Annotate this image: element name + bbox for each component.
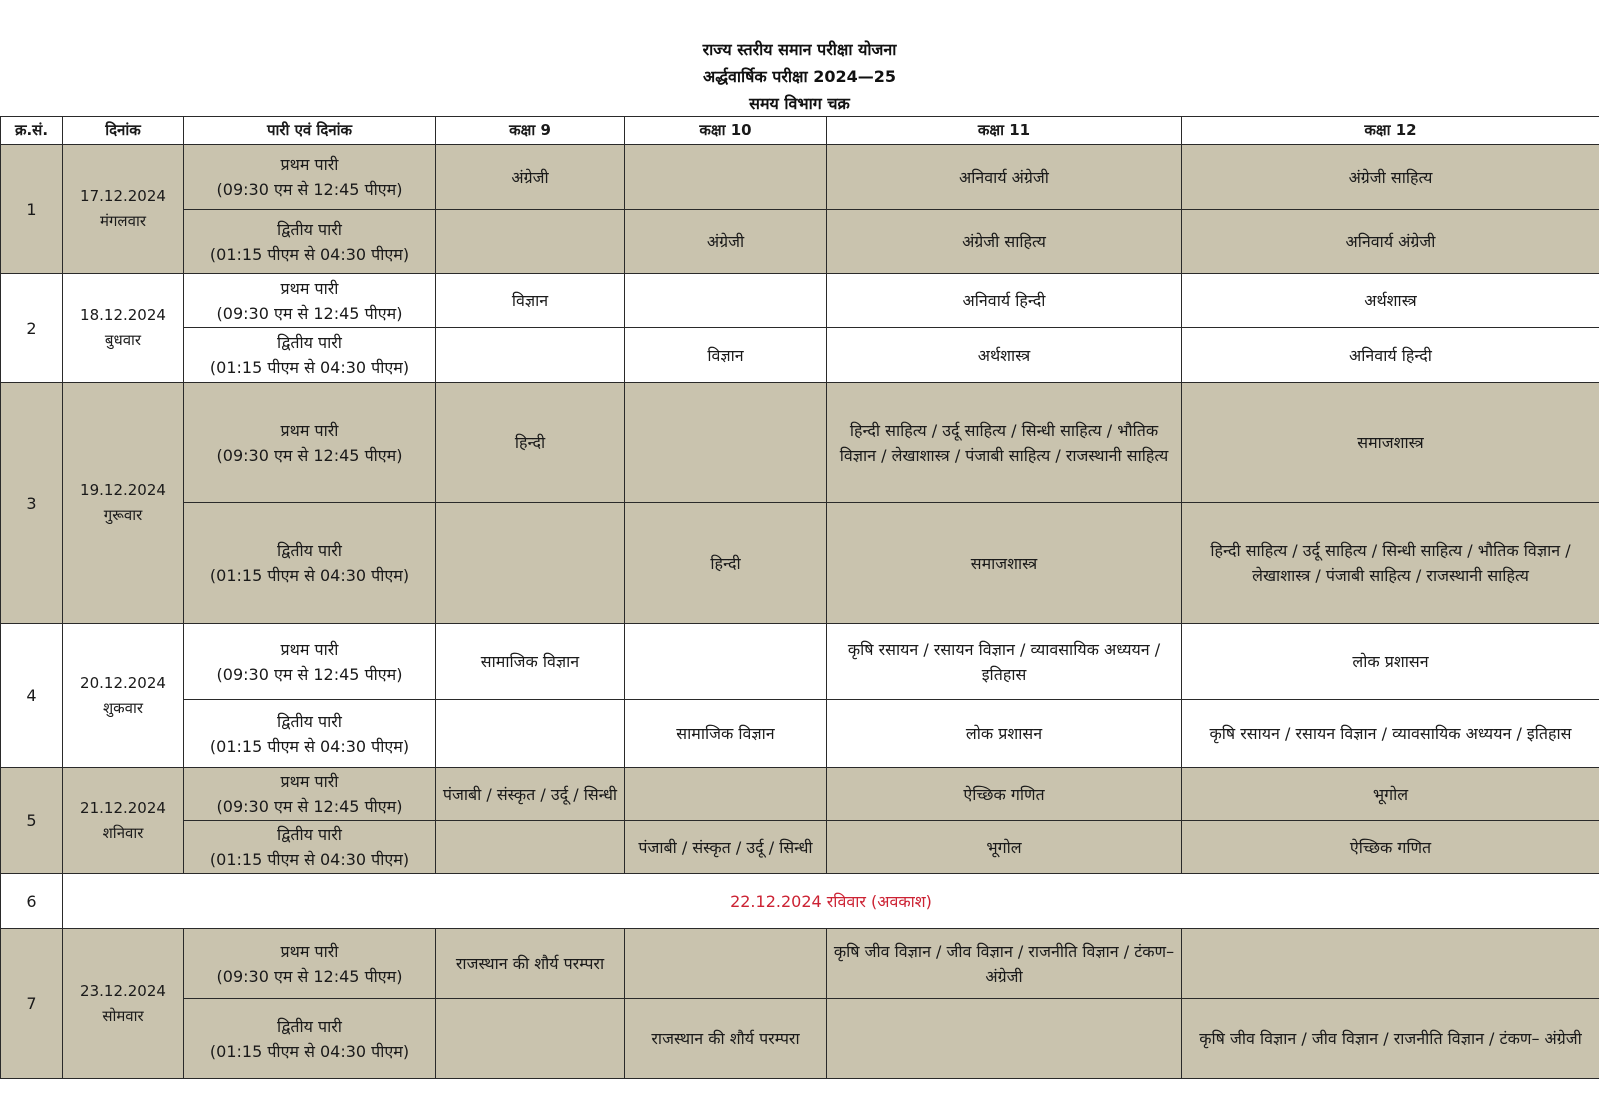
subject-cell	[625, 768, 827, 821]
subject-cell: हिन्दी	[436, 383, 625, 503]
subject-cell: कृषि जीव विज्ञान / जीव विज्ञान / राजनीति विज्ञान / टंकण– अंग्रेजी	[827, 929, 1182, 999]
date-cell	[63, 624, 184, 768]
shift-name: द्वितीय पारी	[277, 219, 342, 239]
subject-cell: सामाजिक विज्ञान	[436, 624, 625, 700]
shift-name: प्रथम पारी	[280, 278, 339, 298]
serial-cell: 6	[1, 874, 63, 929]
shift-name: द्वितीय पारी	[277, 333, 342, 352]
subject-cell	[625, 145, 827, 210]
shift-cell	[184, 210, 436, 274]
subject-cell: भूगोल	[827, 821, 1182, 874]
shift-name: प्रथम पारी	[280, 420, 339, 440]
shift-time: (09:30 एम से 12:45 पीएम)	[216, 445, 403, 465]
shift-cell	[184, 328, 436, 383]
shift-time: (01:15 पीएम से 04:30 पीएम)	[209, 850, 410, 869]
table-row	[1, 929, 1599, 999]
subject-cell	[1182, 929, 1599, 999]
shift-time: (09:30 एम से 12:45 पीएम)	[216, 664, 403, 684]
shift-name: द्वितीय पारी	[277, 541, 342, 560]
subject-cell: हिन्दी	[625, 503, 827, 624]
shift-time: (01:15 पीएम से 04:30 पीएम)	[209, 1041, 410, 1061]
shift-cell	[184, 383, 436, 503]
date-value: 19.12.2024	[80, 481, 166, 499]
shift-time: (01:15 पीएम से 04:30 पीएम)	[209, 566, 410, 585]
day-value: बुधवार	[104, 331, 142, 349]
shift-name: द्वितीय पारी	[277, 711, 342, 731]
shift-name: प्रथम पारी	[280, 155, 339, 174]
serial-cell: 4	[1, 624, 63, 768]
subject-cell: अंग्रेजी साहित्य	[1182, 145, 1599, 210]
shift-time: (01:15 पीएम से 04:30 पीएम)	[209, 736, 410, 756]
subject-cell	[436, 700, 625, 768]
subject-cell: समाजशास्त्र	[827, 503, 1182, 624]
subject-cell: अंग्रेजी साहित्य	[827, 210, 1182, 274]
subject-cell: विज्ञान	[436, 274, 625, 328]
shift-cell	[184, 503, 436, 624]
shift-cell	[184, 274, 436, 328]
shift-name: प्रथम पारी	[280, 772, 339, 791]
subject-cell: हिन्दी साहित्य / उर्दू साहित्य / सिन्धी साहित्य / भौतिक विज्ञान / लेखाशास्त्र / पंजाबी साहित्य / राजस्थानी साहित्य	[827, 383, 1182, 503]
shift-cell	[184, 145, 436, 210]
shift-time: (09:30 एम से 12:45 पीएम)	[216, 180, 403, 199]
col-shift: पारी एवं दिनांक	[184, 117, 436, 145]
subject-cell: अर्थशास्त्र	[1182, 274, 1599, 328]
day-value: शनिवार	[102, 823, 144, 842]
shift-name: द्वितीय पारी	[277, 1016, 342, 1036]
day-value: गुरूवार	[103, 506, 143, 524]
table-row	[1, 383, 1599, 503]
subject-cell	[436, 503, 625, 624]
subject-cell: समाजशास्त्र	[1182, 383, 1599, 503]
serial-cell: 7	[1, 929, 63, 1079]
table-row	[1, 821, 1599, 874]
subject-cell: भूगोल	[1182, 768, 1599, 821]
date-cell	[63, 768, 184, 874]
subject-cell	[625, 929, 827, 999]
subject-cell	[436, 821, 625, 874]
subject-cell: अंग्रेजी	[436, 145, 625, 210]
subject-cell: कृषि रसायन / रसायन विज्ञान / व्यावसायिक अध्ययन / इतिहास	[827, 624, 1182, 700]
col-class-11: कक्षा 11	[827, 117, 1182, 145]
table-row	[1, 274, 1599, 328]
shift-time: (09:30 एम से 12:45 पीएम)	[216, 303, 403, 323]
shift-name: द्वितीय पारी	[277, 825, 342, 844]
date-value: 17.12.2024	[80, 187, 166, 205]
subject-cell: लोक प्रशासन	[827, 700, 1182, 768]
shift-cell	[184, 821, 436, 874]
shift-cell	[184, 700, 436, 768]
subject-cell: पंजाबी / संस्कृत / उर्दू / सिन्धी	[625, 821, 827, 874]
timetable-table	[0, 116, 1599, 1079]
subject-cell: अनिवार्य अंग्रेजी	[827, 145, 1182, 210]
date-cell	[63, 274, 184, 383]
date-cell	[63, 383, 184, 624]
subject-cell	[436, 328, 625, 383]
subject-cell: कृषि रसायन / रसायन विज्ञान / व्यावसायिक अध्ययन / इतिहास	[1182, 700, 1599, 768]
serial-cell: 2	[1, 274, 63, 383]
col-serial: क्र.सं.	[1, 117, 63, 145]
shift-time: (09:30 एम से 12:45 पीएम)	[216, 966, 403, 986]
subject-cell: विज्ञान	[625, 328, 827, 383]
shift-cell	[184, 768, 436, 821]
shift-time: (01:15 पीएम से 04:30 पीएम)	[209, 358, 410, 377]
table-row	[1, 145, 1599, 210]
date-value: 20.12.2024	[80, 673, 166, 692]
table-row	[1, 700, 1599, 768]
shift-cell	[184, 624, 436, 700]
holiday-row	[1, 874, 1599, 929]
holiday-cell: 22.12.2024 रविवार (अवकाश)	[63, 874, 1599, 929]
date-value: 23.12.2024	[80, 981, 166, 1000]
subject-cell: सामाजिक विज्ञान	[625, 700, 827, 768]
subject-cell: लोक प्रशासन	[1182, 624, 1599, 700]
subject-cell	[625, 383, 827, 503]
subject-cell: ऐच्छिक गणित	[1182, 821, 1599, 874]
subject-cell: राजस्थान की शौर्य परम्परा	[436, 929, 625, 999]
col-date: दिनांक	[63, 117, 184, 145]
exam-title: अर्द्धवार्षिक परीक्षा 2024—25	[702, 67, 897, 86]
table-row	[1, 624, 1599, 700]
timetable-title: समय विभाग चक्र	[749, 94, 850, 113]
shift-time: (01:15 पीएम से 04:30 पीएम)	[209, 244, 410, 264]
col-class-10: कक्षा 10	[625, 117, 827, 145]
subject-cell: अनिवार्य हिन्दी	[827, 274, 1182, 328]
subject-cell: राजस्थान की शौर्य परम्परा	[625, 999, 827, 1079]
shift-name: प्रथम पारी	[280, 639, 339, 659]
scheme-title: राज्य स्तरीय समान परीक्षा योजना	[702, 40, 897, 59]
serial-cell: 3	[1, 383, 63, 624]
subject-cell: हिन्दी साहित्य / उर्दू साहित्य / सिन्धी साहित्य / भौतिक विज्ञान / लेखाशास्त्र / पंजाबी साहित्य / राजस्थानी साहित्य	[1182, 503, 1599, 624]
table-row	[1, 503, 1599, 624]
subject-cell	[827, 999, 1182, 1079]
date-value: 18.12.2024	[80, 306, 166, 324]
subject-cell: अर्थशास्त्र	[827, 328, 1182, 383]
subject-cell: अनिवार्य अंग्रेजी	[1182, 210, 1599, 274]
shift-cell	[184, 929, 436, 999]
shift-time: (09:30 एम से 12:45 पीएम)	[216, 797, 403, 816]
header-row	[1, 117, 1599, 145]
subject-cell: अंग्रेजी	[625, 210, 827, 274]
col-class-9: कक्षा 9	[436, 117, 625, 145]
shift-name: प्रथम पारी	[280, 941, 339, 961]
date-cell	[63, 929, 184, 1079]
day-value: मंगलवार	[100, 212, 146, 230]
col-class-12: कक्षा 12	[1182, 117, 1599, 145]
subject-cell	[436, 999, 625, 1079]
subject-cell: कृषि जीव विज्ञान / जीव विज्ञान / राजनीति विज्ञान / टंकण– अंग्रेजी	[1182, 999, 1599, 1079]
table-row	[1, 328, 1599, 383]
day-value: शुकवार	[102, 698, 144, 717]
date-value: 21.12.2024	[80, 798, 166, 817]
subject-cell	[625, 624, 827, 700]
subject-cell	[625, 274, 827, 328]
serial-cell: 1	[1, 145, 63, 274]
table-row	[1, 999, 1599, 1079]
date-cell	[63, 145, 184, 274]
subject-cell	[436, 210, 625, 274]
table-row	[1, 768, 1599, 821]
shift-cell	[184, 999, 436, 1079]
day-value: सोमवार	[102, 1006, 144, 1025]
subject-cell: अनिवार्य हिन्दी	[1182, 328, 1599, 383]
subject-cell: ऐच्छिक गणित	[827, 768, 1182, 821]
serial-cell: 5	[1, 768, 63, 874]
table-row	[1, 210, 1599, 274]
subject-cell: पंजाबी / संस्कृत / उर्दू / सिन्धी	[436, 768, 625, 821]
